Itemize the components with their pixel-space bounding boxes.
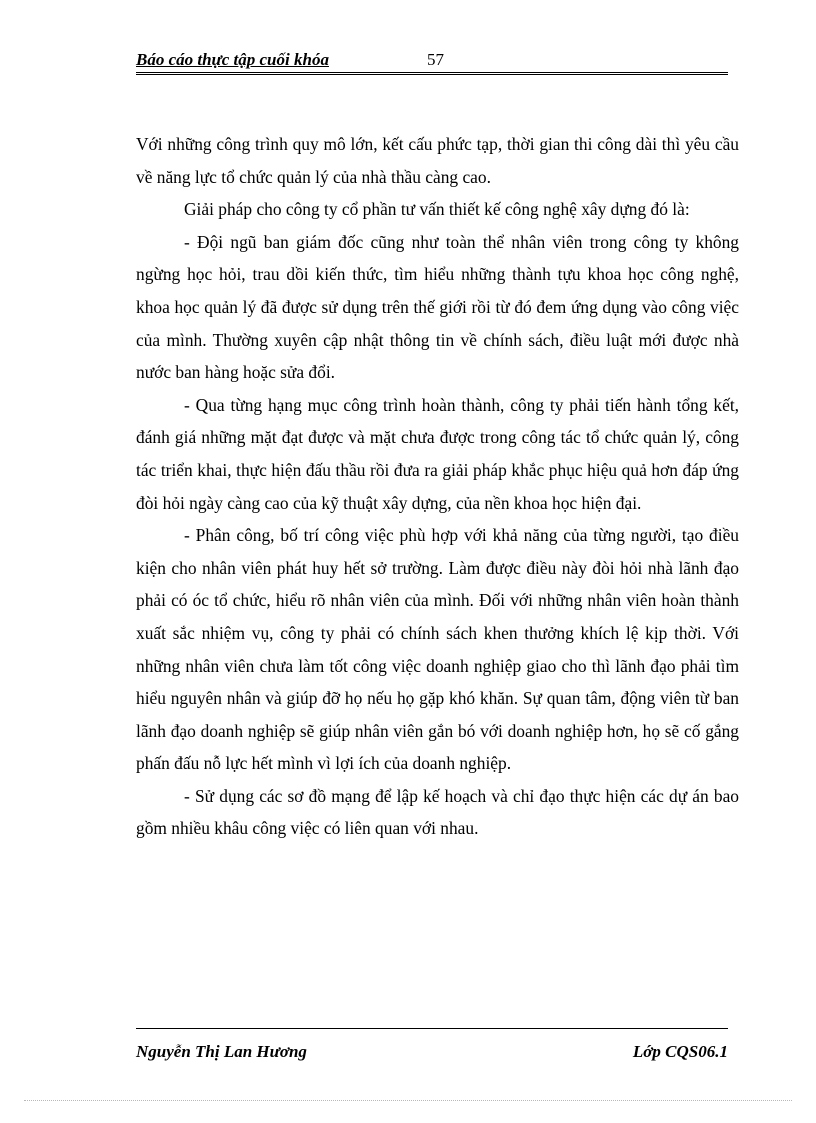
bullet-paragraph: - Qua từng hạng mục công trình hoàn thành, công ty phải tiến hành tổng kết, đánh giá những mặt đạt được và mặt chưa được trong công tác tổ chức quản lý, công tác triển khai, thực hiện đấu thầu rồi đưa ra giải pháp khắc phục hiệu quả hơn đáp ứng đòi hỏi ngày càng cao của kỹ thuật xây dựng, của nền khoa học hiện đại.	[136, 394, 739, 513]
paragraph: Giải pháp cho công ty cổ phần tư vấn thiết kế công nghệ xây dựng đó là:	[184, 199, 690, 220]
header-title: Báo cáo thực tập cuối khóa	[136, 50, 329, 69]
bullet-paragraph: - Sử dụng các sơ đồ mạng để lập kế hoạch và chỉ đạo thực hiện các dự án bao gồm nhiều khâu công việc có liên quan với nhau.	[136, 785, 739, 839]
page-number: 57	[427, 50, 444, 69]
paragraph: Với những công trình quy mô lớn, kết cấu phức tạp, thời gian thi công dài thì yêu cầu về năng lực tổ chức quản lý của nhà thầu càng cao.	[136, 134, 739, 187]
document-body	[136, 128, 739, 845]
footer-author: Nguyễn Thị Lan Hương	[136, 1042, 307, 1061]
page-header	[136, 50, 728, 75]
page-bottom-edge	[24, 1100, 792, 1101]
bullet-paragraph: - Đội ngũ ban giám đốc cũng như toàn thể nhân viên trong công ty không ngừng học hỏi, trau dồi kiến thức, tìm hiểu những thành tựu khoa học công nghệ, khoa học quản lý đã được sử dụng trên thế giới rồi từ đó đem ứng dụng vào công việc của mình. Thường xuyên cập nhật thông tin về chính sách, điều luật mới được nhà nước ban hàng hoặc sửa đổi.	[136, 231, 739, 383]
bullet-paragraph: - Phân công, bố trí công việc phù hợp với khả năng của từng người, tạo điều kiện cho nhân viên phát huy hết sở trường. Làm được điều này đòi hỏi nhà lãnh đạo phải có óc tổ chức, hiểu rõ nhân viên của mình. Đối với những nhân viên hoàn thành xuất sắc nhiệm vụ, công ty phải có chính sách khen thưởng khích lệ kịp thời. Với những nhân viên chưa làm tốt công việc doanh nghiệp giao cho thì lãnh đạo phải tìm hiểu nguyên nhân và giúp đỡ họ nếu họ gặp khó khăn. Sự quan tâm, động viên từ ban lãnh đạo doanh nghiệp sẽ giúp nhân viên gắn bó với doanh nghiệp hơn, họ sẽ cố gắng phấn đấu nỗ lực hết mình vì lợi ích của doanh nghiệp.	[136, 525, 739, 774]
footer-divider	[136, 1028, 728, 1029]
footer-class: Lớp CQS06.1	[632, 1042, 728, 1061]
